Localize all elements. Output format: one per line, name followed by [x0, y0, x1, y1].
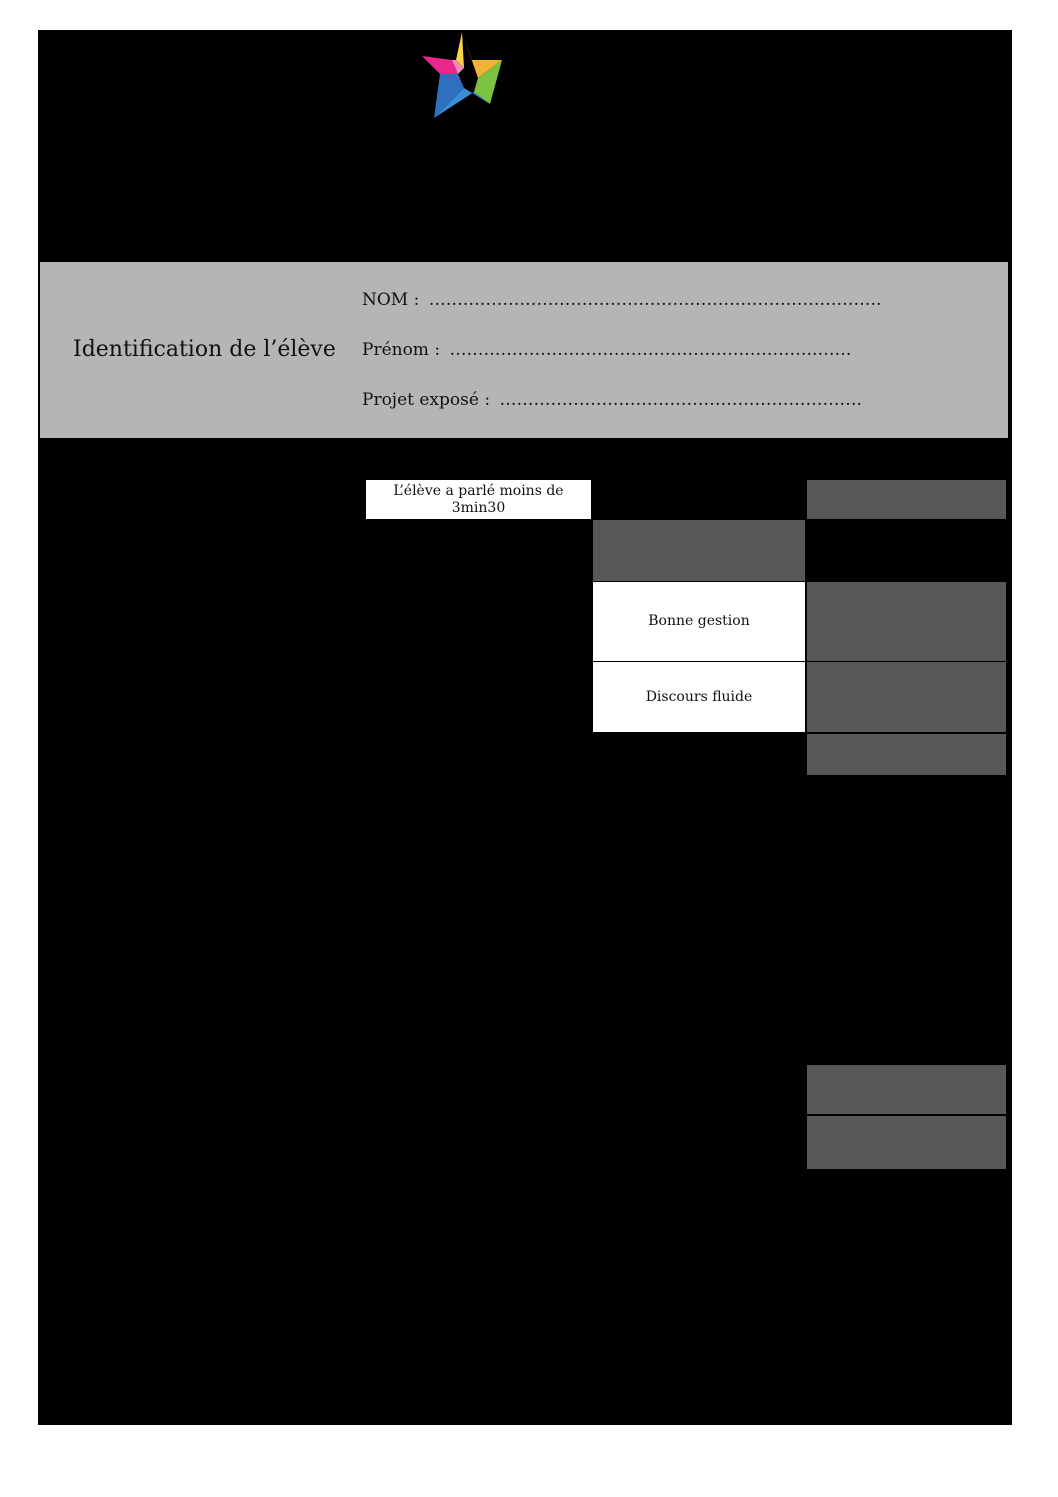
prenom-dots: ……………………………………………………….……. — [449, 340, 852, 360]
criterion-discours-fluide[interactable]: Discours fluide — [593, 662, 805, 732]
prenom-field[interactable] — [362, 340, 851, 360]
prenom-label: Prénom : — [362, 340, 441, 360]
nom-label: NOM : — [362, 290, 420, 310]
projet-field[interactable] — [362, 390, 862, 410]
identification-title: Identification de l’élève — [73, 337, 336, 362]
grey-cell — [807, 1116, 1006, 1169]
grey-cell — [807, 734, 1006, 775]
nom-dots: ……………………………………………………….……………. — [428, 290, 882, 310]
criterion-bonne-gestion[interactable]: Bonne gestion — [593, 582, 805, 661]
grey-cell — [593, 520, 805, 581]
star-logo-icon — [418, 30, 506, 120]
student-identification-section — [40, 262, 1008, 438]
projet-dots: ………………………………………………………. — [499, 390, 862, 410]
criterion-moins-3min30[interactable]: L’élève a parlé moins de 3min30 — [366, 480, 591, 519]
nom-field[interactable] — [362, 290, 882, 310]
grey-cell — [807, 480, 1006, 519]
projet-label: Projet exposé : — [362, 390, 491, 410]
grey-cell — [807, 1065, 1006, 1114]
grey-cell — [807, 662, 1006, 732]
grey-cell — [807, 582, 1006, 661]
